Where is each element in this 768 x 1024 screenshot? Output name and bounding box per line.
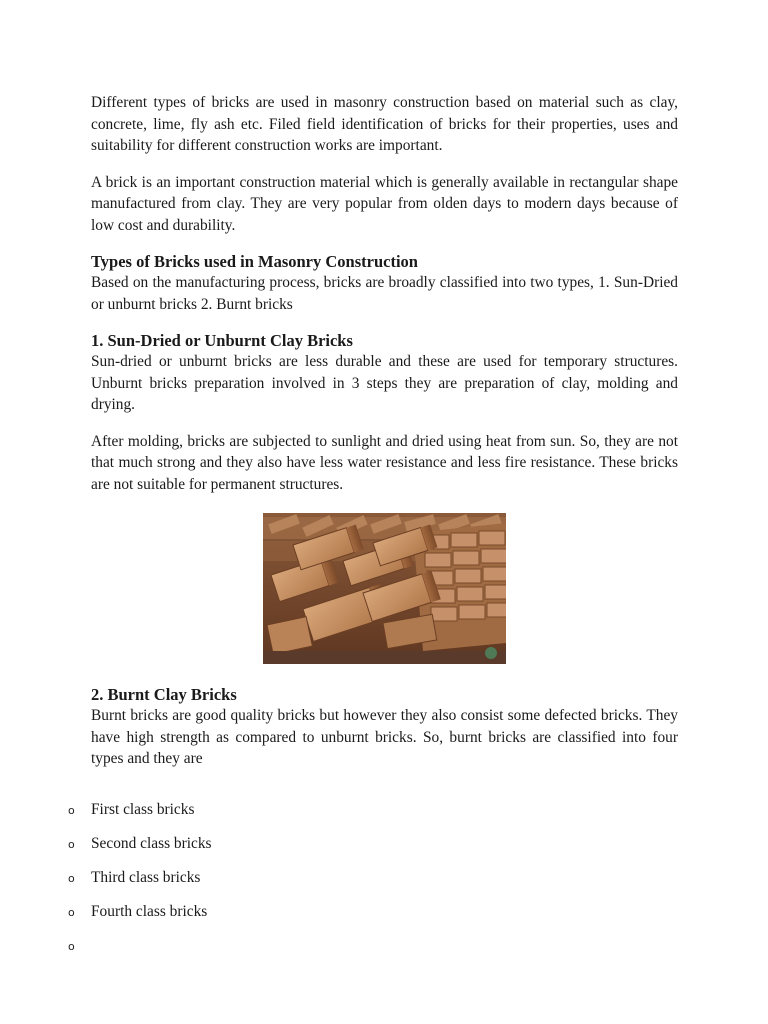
list-item: o Fourth class bricks [0,895,587,929]
brick-class-list [0,793,587,963]
sun-dried-bricks-photo [263,513,506,664]
bullet-icon: o [68,871,75,885]
brick-photo-container [91,513,678,664]
sun-dried-paragraph-2: After molding, bricks are subjected to sunlight and dried using heat from sun. So, they are not that much strong and they also have less water resistance and less fire resistance. These bricks are not suitable for permanent structures. [91,432,678,493]
types-heading: Types of Bricks used in Masonry Construction [91,252,418,271]
sun-dried-paragraph-1: Sun-dried or unburnt bricks are less durable and these are used for temporary structures. Unburnt bricks preparation involved in 3 steps they are preparation of clay, molding and drying. [91,353,678,413]
burnt-heading: 2. Burnt Clay Bricks [91,685,237,704]
list-item: o Third class bricks [0,861,587,895]
list-item: o Second class bricks [0,827,587,861]
bullet-icon: o [68,837,75,851]
types-paragraph: Based on the manufacturing process, bricks are broadly classified into two types, 1. Sun-Dried or unburnt bricks 2. Burnt bricks [91,274,678,313]
bullet-icon: o [68,905,75,919]
sun-dried-heading: 1. Sun-Dried or Unburnt Clay Bricks [91,331,353,350]
document-page [68,92,678,963]
bullet-icon: o [68,803,75,817]
intro-paragraph-1: Different types of bricks are used in masonry construction based on material such as clay, concrete, lime, fly ash etc. Filed field identification of bricks for their properties, uses and suitability for different construction works are important. [91,94,678,154]
intro-paragraph-2: A brick is an important construction material which is generally available in rectangular shape manufactured from clay. They are very popular from olden days to modern days because of low cost and durability. [91,173,678,234]
list-item: o First class bricks [0,793,587,827]
bullet-icon: o [68,939,75,953]
list-item [0,929,587,963]
burnt-paragraph: Burnt bricks are good quality bricks but however they also consist some defected bricks. They have high strength as compared to unburnt bricks. So, burnt bricks are classified into four types and they are [91,707,678,767]
bricks-illustration [263,513,506,664]
